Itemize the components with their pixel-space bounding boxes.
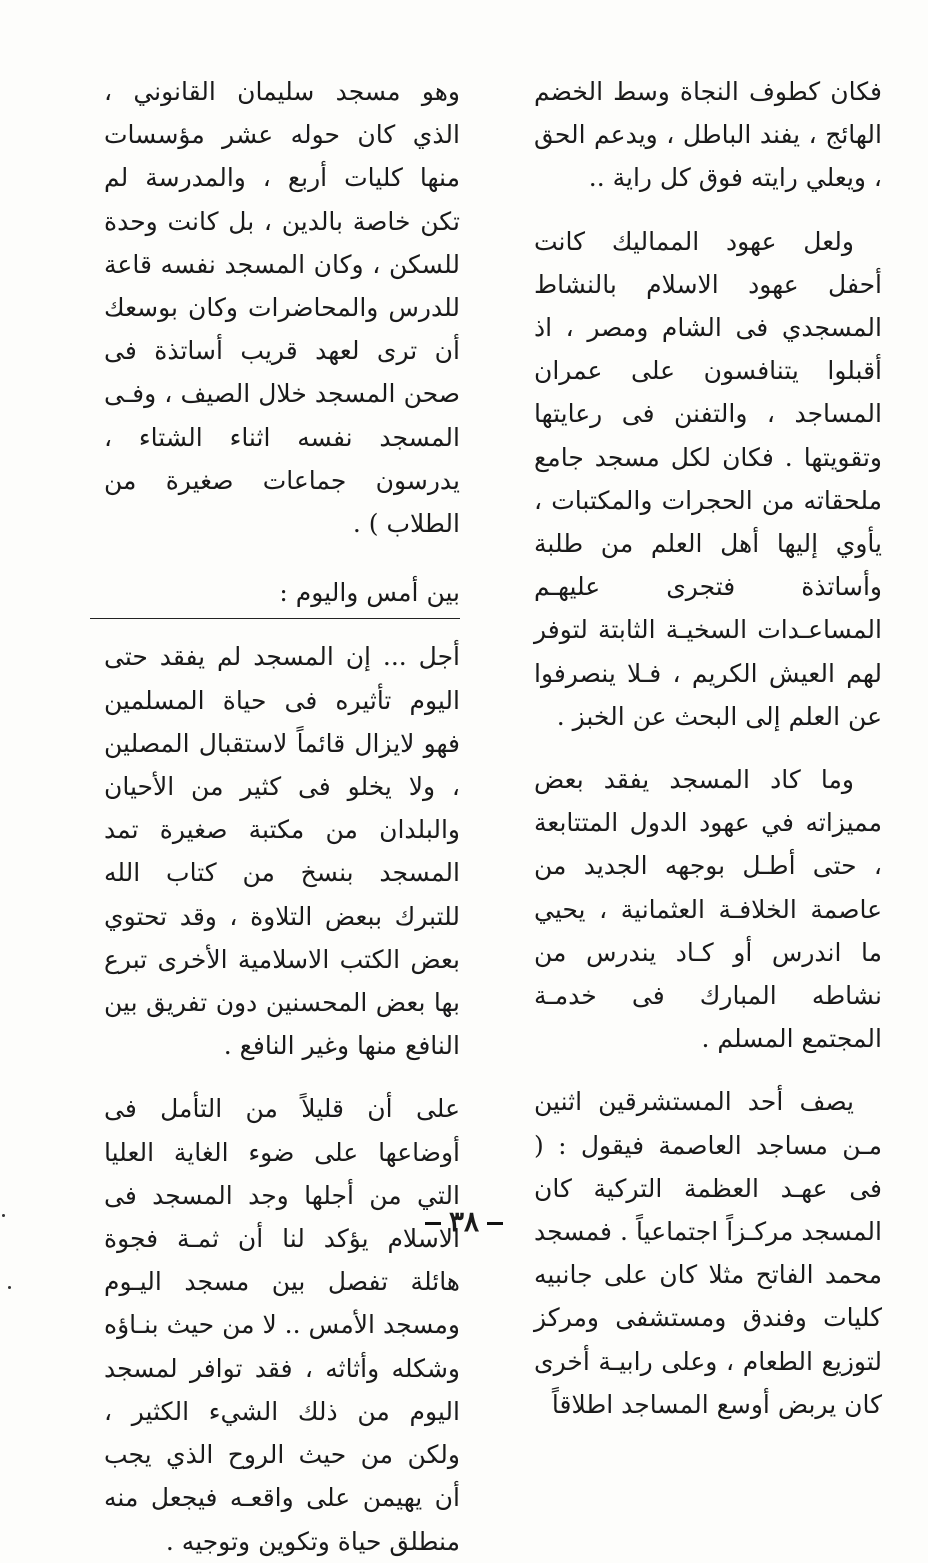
left-column <box>104 70 460 1563</box>
paragraph: ولعل عهود المماليك كانت أحفل عهود الاسلام بالنشاط المسجدي فى الشام ومصر ، اذ أقبلوا يتنافسون على عمران المساجد ، والتفنن فى رعايتها وتقويتها . فكان لكل مسجد جامع ملحقاته من الحجرات والمكتبات ، يأوي إليها أهل العلم من طلبة وأساتذة فتجرى عليهـم المساعـدات السخيـة الثابتة لتوفر لهم العيش الكريم ، فـلا ينصرفوا عن العلم إلى البحث عن الخبز . <box>534 226 882 731</box>
paragraph: يصف أحد المستشرقين اثنين مـن مساجد العاصمة فيقول : ( فى عهـد العظمة التركية كان المسجد مركـزاً اجتماعياً . فمسجد محمد الفاتح مثلا كان على جانبيه كليات وفندق ومستشفى ومركز لتوزيع الطعام ، وعلى رابيـة أخرى كان يربض أوسع المساجد اطلاقاً <box>534 1087 882 1419</box>
page-number <box>0 1205 928 1238</box>
paragraph: وهو مسجد سليمان القانوني ، الذي كان حوله عشر مؤسسات منها كليات أربع ، والمدرسة لم تكن خاصة بالدين ، بل كانت وحدة للسكن ، وكان المسجد نفسه قاعة للدرس والمحاضرات وكان بوسعك أن ترى لعهد قريب أساتذة فى صحن المسجد خلال الصيف ، وفـى المسجد نفسه اثناء الشتاء ، يدرسون جماعات صغيرة من الطلاب ) . <box>104 77 460 539</box>
paragraph: على أن قليلاً من التأمل فى أوضاعها على ضوء الغاية العليا التي من أجلها وجد المسجد فى الاسلام يؤكد لنا أن ثمـة فجوة هائلة تفصل بين مسجد اليـوم ومسجد الأمس .. لا من حيث بنـاؤه وشكله وأثاثه ، فقد توافر لمسجد اليوم من ذلك الشيء الكثير ، ولكن من حيث الروح الذي يجب أن يهيمن على واقعـه فيجعل منه منطلق حياة وتكوين وتوجيه . <box>104 1094 460 1556</box>
paragraph: وما كاد المسجد يفقد بعض مميزاته في عهود الدول المتتابعة ، حتى أطـل بوجهه الجديد من عاصمة الخلافـة العثمانية ، يحيي ما اندرس أو كـاد يندرس من نشاطه المبارك فى خدمـة المجتمع المسلم . <box>534 765 882 1054</box>
page-number-text: ٣٨ <box>448 1205 480 1238</box>
paragraph: فكان كطوف النجاة وسط الخضم الهائج ، يفند الباطل ، ويدعم الحق ، ويعلي رايته فوق كل راية .. <box>534 77 882 193</box>
section-heading: بين أمس واليوم : <box>90 571 460 619</box>
dash-left <box>425 1222 441 1225</box>
dash-right <box>487 1222 503 1225</box>
scan-speck <box>8 1286 11 1289</box>
paragraph: أجل ... إن المسجد لم يفقد حتى اليوم تأثيره فى حياة المسلمين فهو لايزال قائماً لاستقبال المصلين ، ولا يخلو فى كثير من الأحيان والبلدان من مكتبة صغيرة تمد المسجد بنسخ من كتاب الله للتبرك ببعض التلاوة ، وقد تحتوي بعض الكتب الاسلامية الأخرى تبرع بها بعض المحسنين دون تفريق بين النافع منها وغير النافع . <box>104 642 460 1061</box>
scan-speck <box>2 1214 5 1217</box>
